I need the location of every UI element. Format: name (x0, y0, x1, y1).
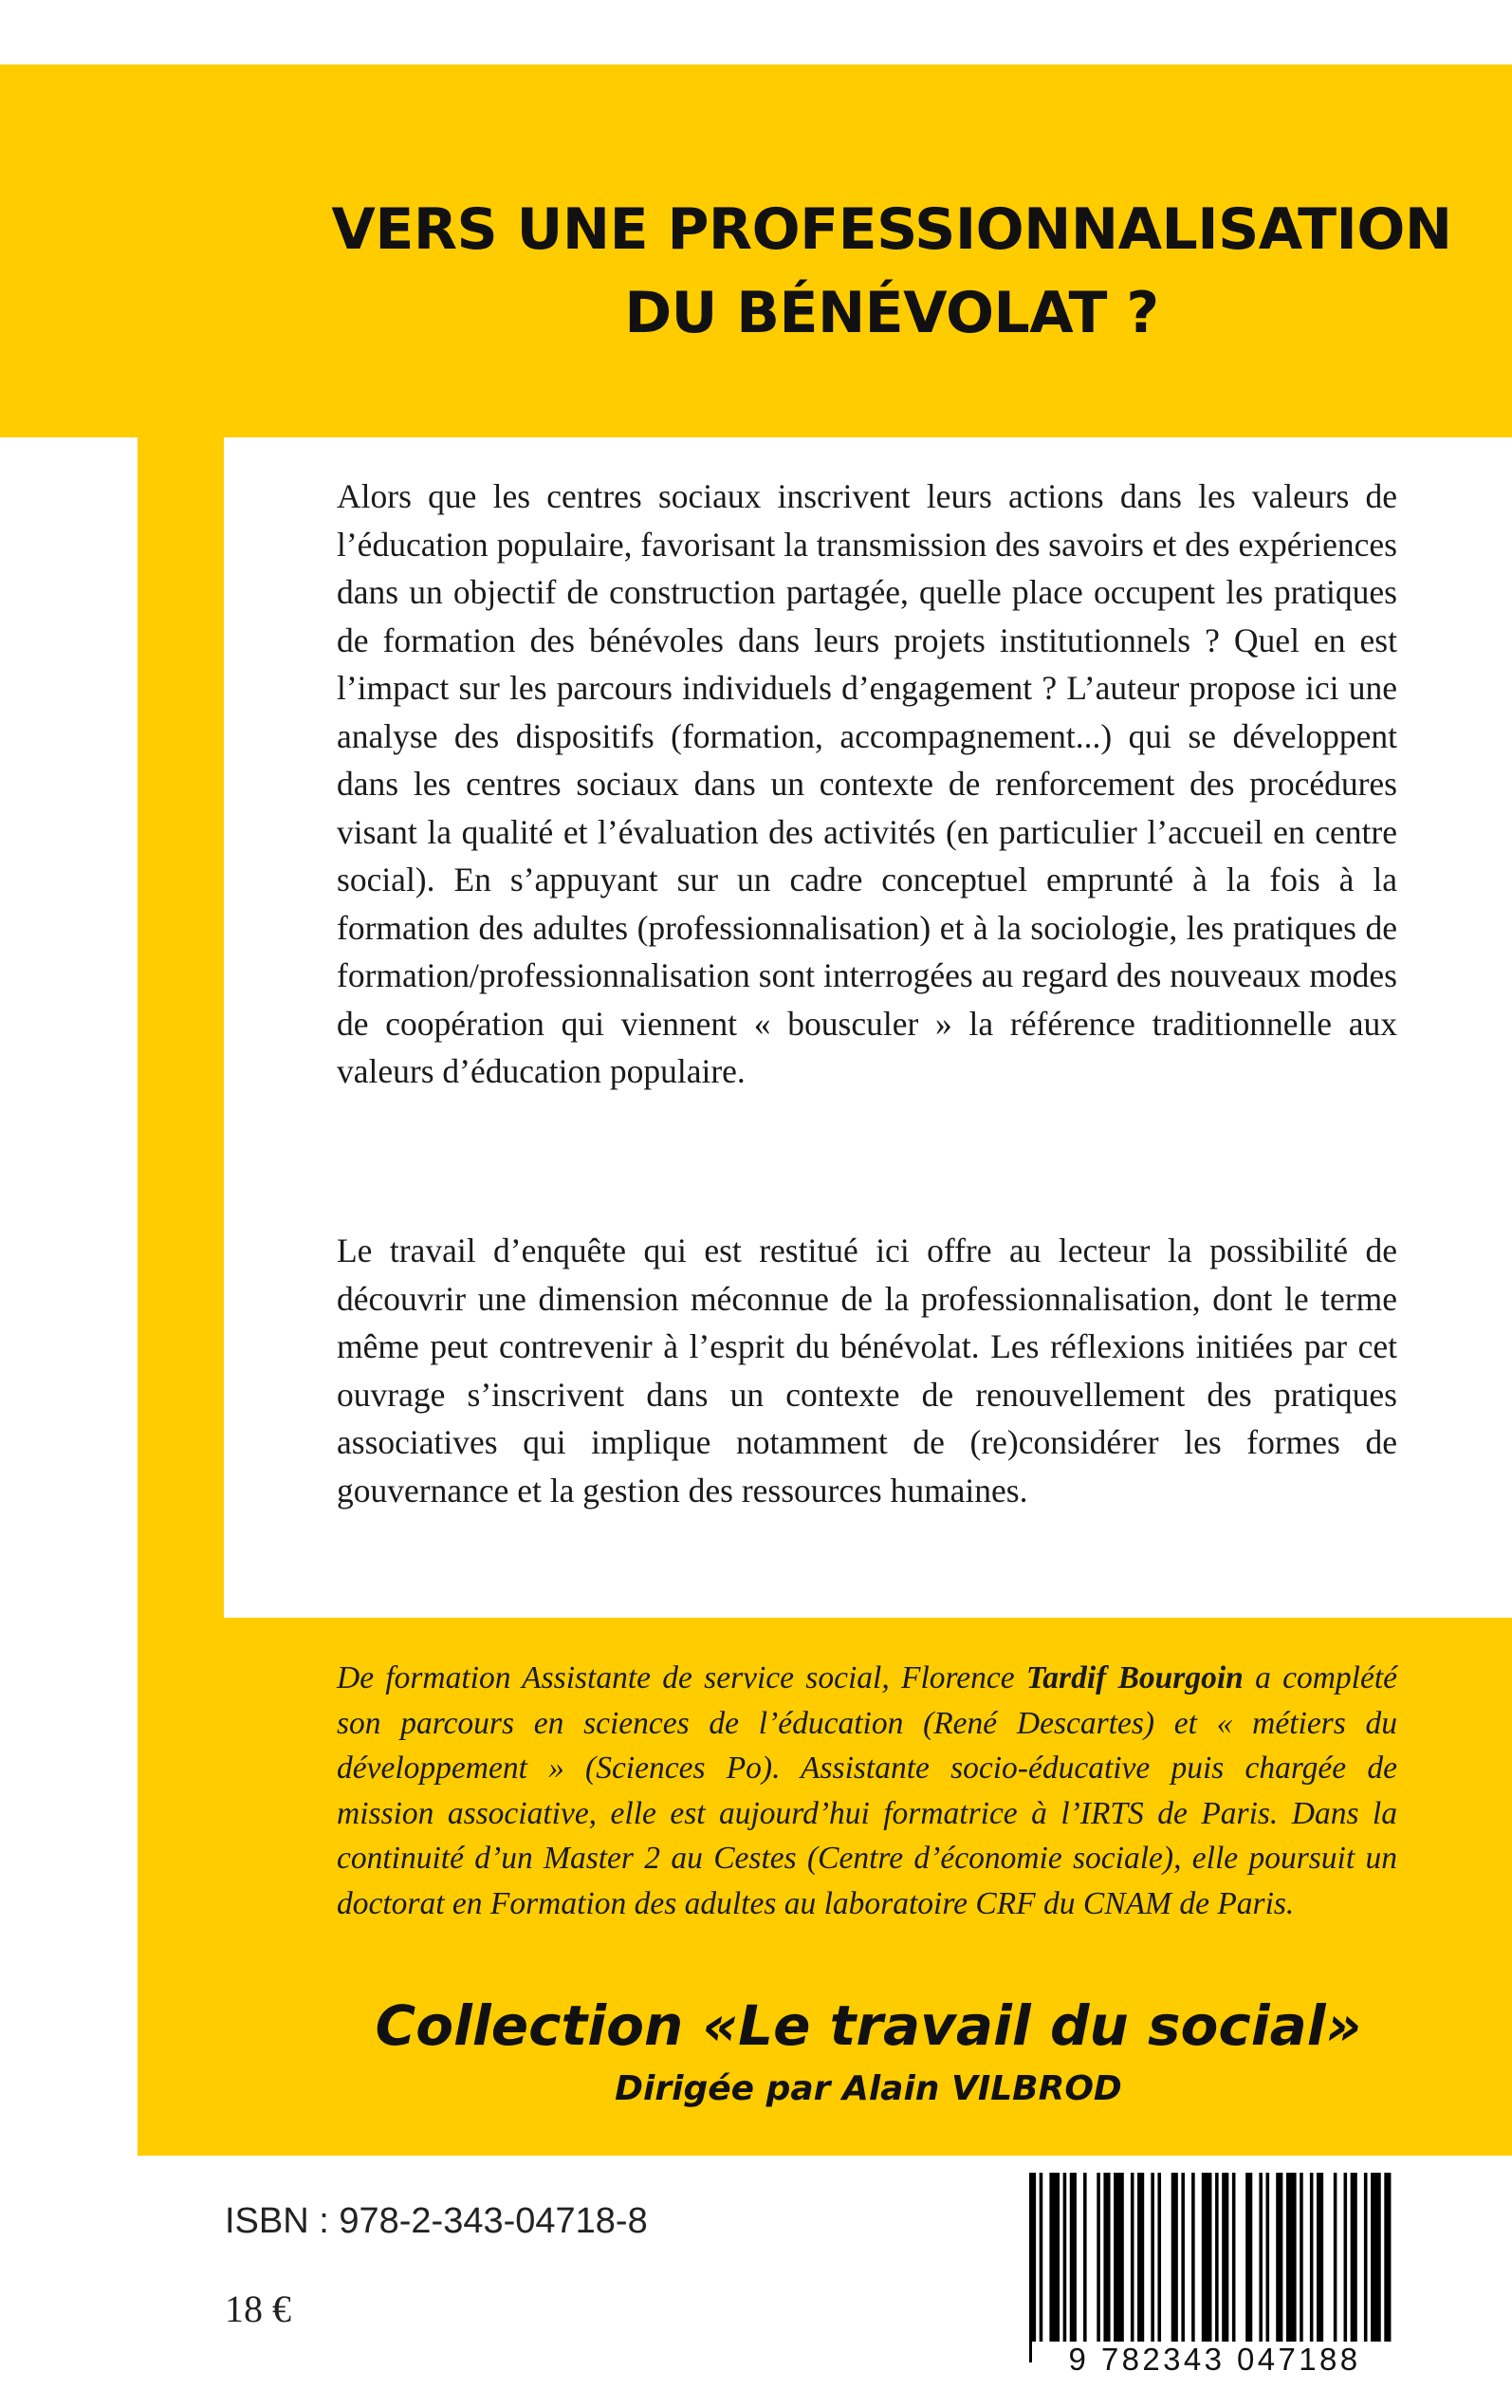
barcode-bar (1371, 2173, 1381, 2362)
barcode-bar (1310, 2173, 1314, 2362)
barcode-bar (1317, 2173, 1323, 2362)
title-line-1: VERS UNE PROFESSIONNALISATION (331, 196, 1452, 263)
collection-director: Dirigée par Alain VILBROD (615, 2069, 1122, 2108)
barcode-bar (1202, 2173, 1212, 2362)
bio-band-left (138, 1618, 225, 2156)
left-accent-bar (138, 437, 224, 1618)
isbn: ISBN : 978-2-343-04718-8 (225, 2201, 648, 2241)
bio-rest: a complété son parcours en sciences de l’éducation (René Descartes) et « métiers du développement » (Sciences Po). Assistante socio-éducative puis chargée de mission associative, elle est aujourd’hui formatrice à l’IRTS de Paris. Dans la continuité d’un Master 2 au Cestes (Centre d’économie sociale), elle poursuit un doctorat en Formation des adultes au laboratoire CRF du CNAM de Paris. (337, 1660, 1398, 1921)
collection-name: Collection «Le travail du social» (375, 1993, 1362, 2058)
barcode-bar (1157, 2173, 1161, 2362)
barcode-bar (1181, 2173, 1185, 2362)
barcode-bar (1344, 2173, 1348, 2362)
barcode-bar (1097, 2173, 1100, 2362)
summary-paragraph-2: Le travail d’enquête qui est restitué ici offre au lecteur la possibilité de découvrir une dimension méconnue de la professionnalisation, dont le terme même peut contrevenir à l’esprit du bénévolat. Les réflexions initiées par cet ouvrage s’inscrivent dans un contexte de renouvellement des pratiques associatives qui implique notamment de (re)considérer les formes de gouvernance et la gestion des ressources humaines. (337, 1232, 1397, 1510)
barcode-digits: 9 782343 047188 (1032, 2342, 1397, 2378)
barcode-bar (1151, 2173, 1154, 2362)
barcode-bar (1232, 2173, 1236, 2362)
barcode-bar (1222, 2173, 1228, 2362)
barcode (1029, 2173, 1394, 2362)
book-title (285, 188, 1499, 355)
price: 18 € (225, 2288, 291, 2330)
barcode-bar (1276, 2173, 1282, 2362)
barcode-bar (1266, 2173, 1270, 2362)
barcode-bar (1245, 2173, 1252, 2362)
barcode-bar (1029, 2173, 1036, 2362)
barcode-bar (1063, 2173, 1067, 2362)
barcode-bar (1191, 2173, 1195, 2362)
barcode-bar (1351, 2173, 1357, 2362)
barcode-bar (1103, 2173, 1110, 2362)
barcode-bar (1137, 2173, 1144, 2362)
barcode-bar (1384, 2173, 1391, 2362)
barcode-bar (1114, 2173, 1124, 2362)
barcode-bar (1259, 2173, 1263, 2362)
barcode-bar (1215, 2173, 1219, 2362)
summary-paragraph-1: Alors que les centres sociaux inscrivent leurs actions dans les valeurs de l’éducation populaire, favorisant la transmission des savoirs et des expériences dans un objectif de construction partagée, quelle place occupent les pratiques de formation des bénévoles dans leurs projets institutionnels ? Quel en est l’impact sur les parcours individuels d’engagement ? L’auteur propose ici une analyse des dispositifs (formation, accompagnement...) qui se développent dans les centres sociaux dans un contexte de renforcement des procédures visant la qualité et l’évaluation des activités (en particulier l’accueil en centre social). En s’appuyant sur un cadre conceptuel emprunté à la fois à la formation des adultes (professionnalisation) et à la sociologie, les pratiques de formation/professionnalisation sont interrogées au regard des nouveaux modes de coopération qui viennent « bousculer » la référence traditionnelle aux valeurs d’éducation populaire. (337, 477, 1397, 1090)
barcode-bar (1049, 2173, 1060, 2362)
bio-intro: De formation Assistante de service social, Florence (337, 1660, 1026, 1695)
barcode-bar (1171, 2173, 1178, 2362)
barcode-bar (1334, 2173, 1337, 2362)
barcode-bar (1286, 2173, 1297, 2362)
author-bio (337, 1656, 1397, 1926)
barcode-bar (1083, 2173, 1087, 2362)
barcode-bar (1364, 2173, 1368, 2362)
barcode-bar (1300, 2173, 1303, 2362)
barcode-bar (1070, 2173, 1077, 2362)
author-name: Tardif Bourgoin (1025, 1660, 1244, 1695)
title-line-2: DU BÉNÉVOLAT ? (624, 280, 1159, 346)
barcode-bar (1131, 2173, 1134, 2362)
barcode-bar (1040, 2173, 1043, 2362)
